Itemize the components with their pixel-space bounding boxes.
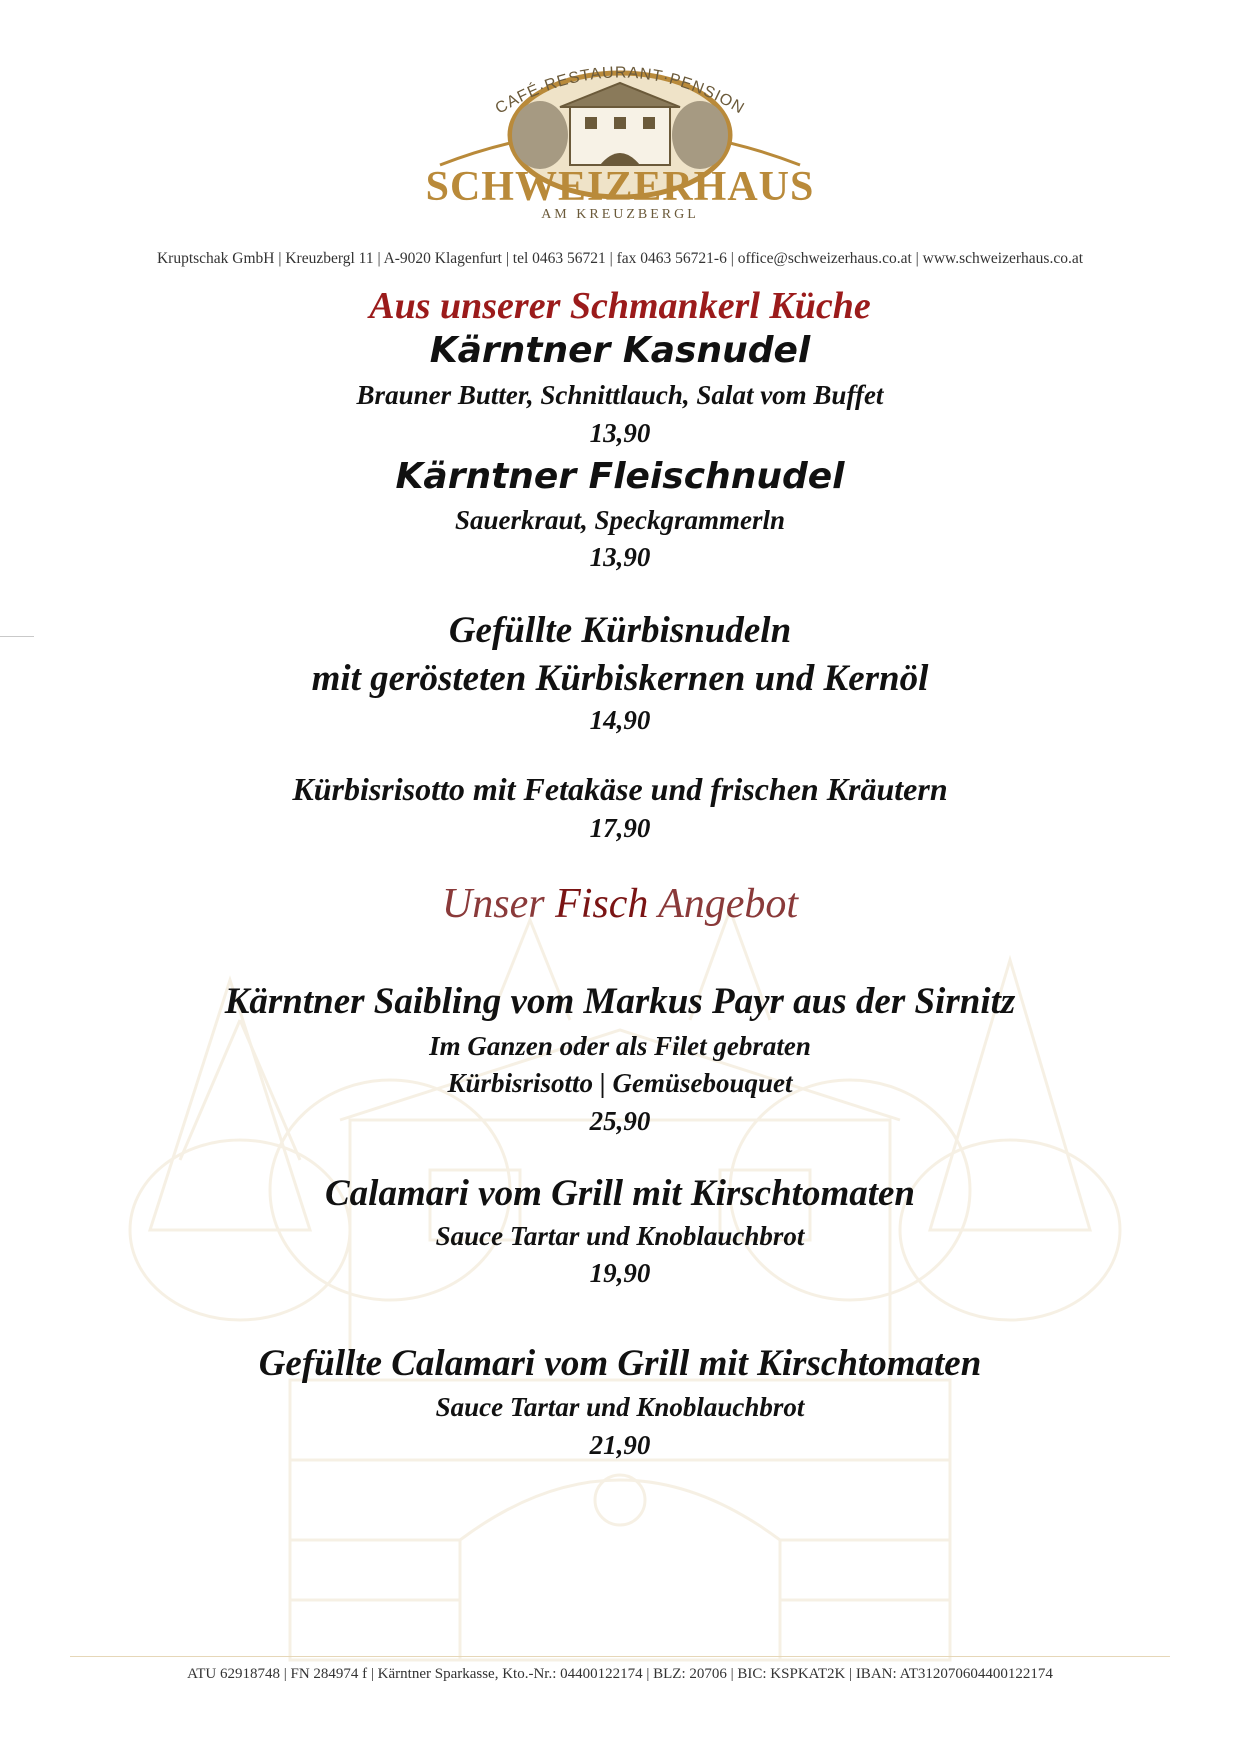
- dish-description: Kürbisrisotto | Gemüsebouquet: [447, 1068, 793, 1098]
- dish-price: 13,90: [589, 542, 651, 572]
- logo-name: SCHWEIZERHAUS: [425, 164, 815, 210]
- dish-name: Calamari vom Grill mit Kirschtomaten: [324, 1173, 915, 1214]
- section-title-part: Fisch: [555, 881, 649, 927]
- dish-price: 21,90: [589, 1430, 651, 1460]
- section-title-schmankerl: Aus unserer Schmankerl Küche: [369, 285, 871, 327]
- section-title-part: Unser: [441, 881, 556, 927]
- footer-divider: [70, 1656, 1170, 1657]
- logo: [420, 55, 820, 255]
- dish-price: 13,90: [589, 418, 651, 448]
- dish-name: Kärntner Kasnudel: [429, 330, 811, 371]
- contact-line: Kruptschak GmbH | Kreuzbergl 11 | A-9020 Klagenfurt | tel 0463 56721 | fax 0463 56721-6 | office@schweizerhaus.co.at | www.schweizerhaus.co.at: [156, 250, 1084, 267]
- dish-price: 25,90: [589, 1106, 651, 1136]
- dish-description: Brauner Butter, Schnittlauch, Salat vom Buffet: [356, 380, 884, 410]
- dish-name: Gefüllte Kürbisnudeln: [448, 610, 792, 651]
- dish-description: Sauce Tartar und Knoblauchbrot: [435, 1221, 805, 1251]
- section-title-fisch: [0, 880, 1240, 928]
- dish-name: Kärntner Saibling vom Markus Payr aus der Sirnitz: [224, 981, 1016, 1022]
- dish-name: Kürbisrisotto mit Fetakäse und frischen Kräutern: [292, 771, 948, 807]
- dish-name: Kärntner Fleischnudel: [395, 456, 845, 497]
- dish-description: Sauce Tartar und Knoblauchbrot: [435, 1392, 805, 1422]
- dish-description: Sauerkraut, Speckgrammerln: [454, 505, 786, 535]
- dish-price: 19,90: [589, 1258, 651, 1288]
- dish-name: Gefüllte Calamari vom Grill mit Kirschtomaten: [258, 1343, 982, 1384]
- dish-price: 17,90: [589, 813, 651, 843]
- dish-name-line2: mit gerösteten Kürbiskernen und Kernöl: [311, 658, 929, 699]
- dish-description: Im Ganzen oder als Filet gebraten: [429, 1031, 811, 1061]
- dish-price: 14,90: [589, 705, 651, 735]
- svg-text:CAFÉ·RESTAURANT·PENSION: CAFÉ·RESTAURANT·PENSION: [492, 64, 748, 118]
- section-title-part: Angebot: [648, 881, 799, 927]
- logo-subname: AM KREUZBERGL: [541, 207, 699, 222]
- bank-details-line: ATU 62918748 | FN 284974 f | Kärntner Sparkasse, Kto.-Nr.: 04400122174 | BLZ: 20706 | BIC: KSPKAT2K | IBAN: AT312070604400122174: [187, 1666, 1053, 1682]
